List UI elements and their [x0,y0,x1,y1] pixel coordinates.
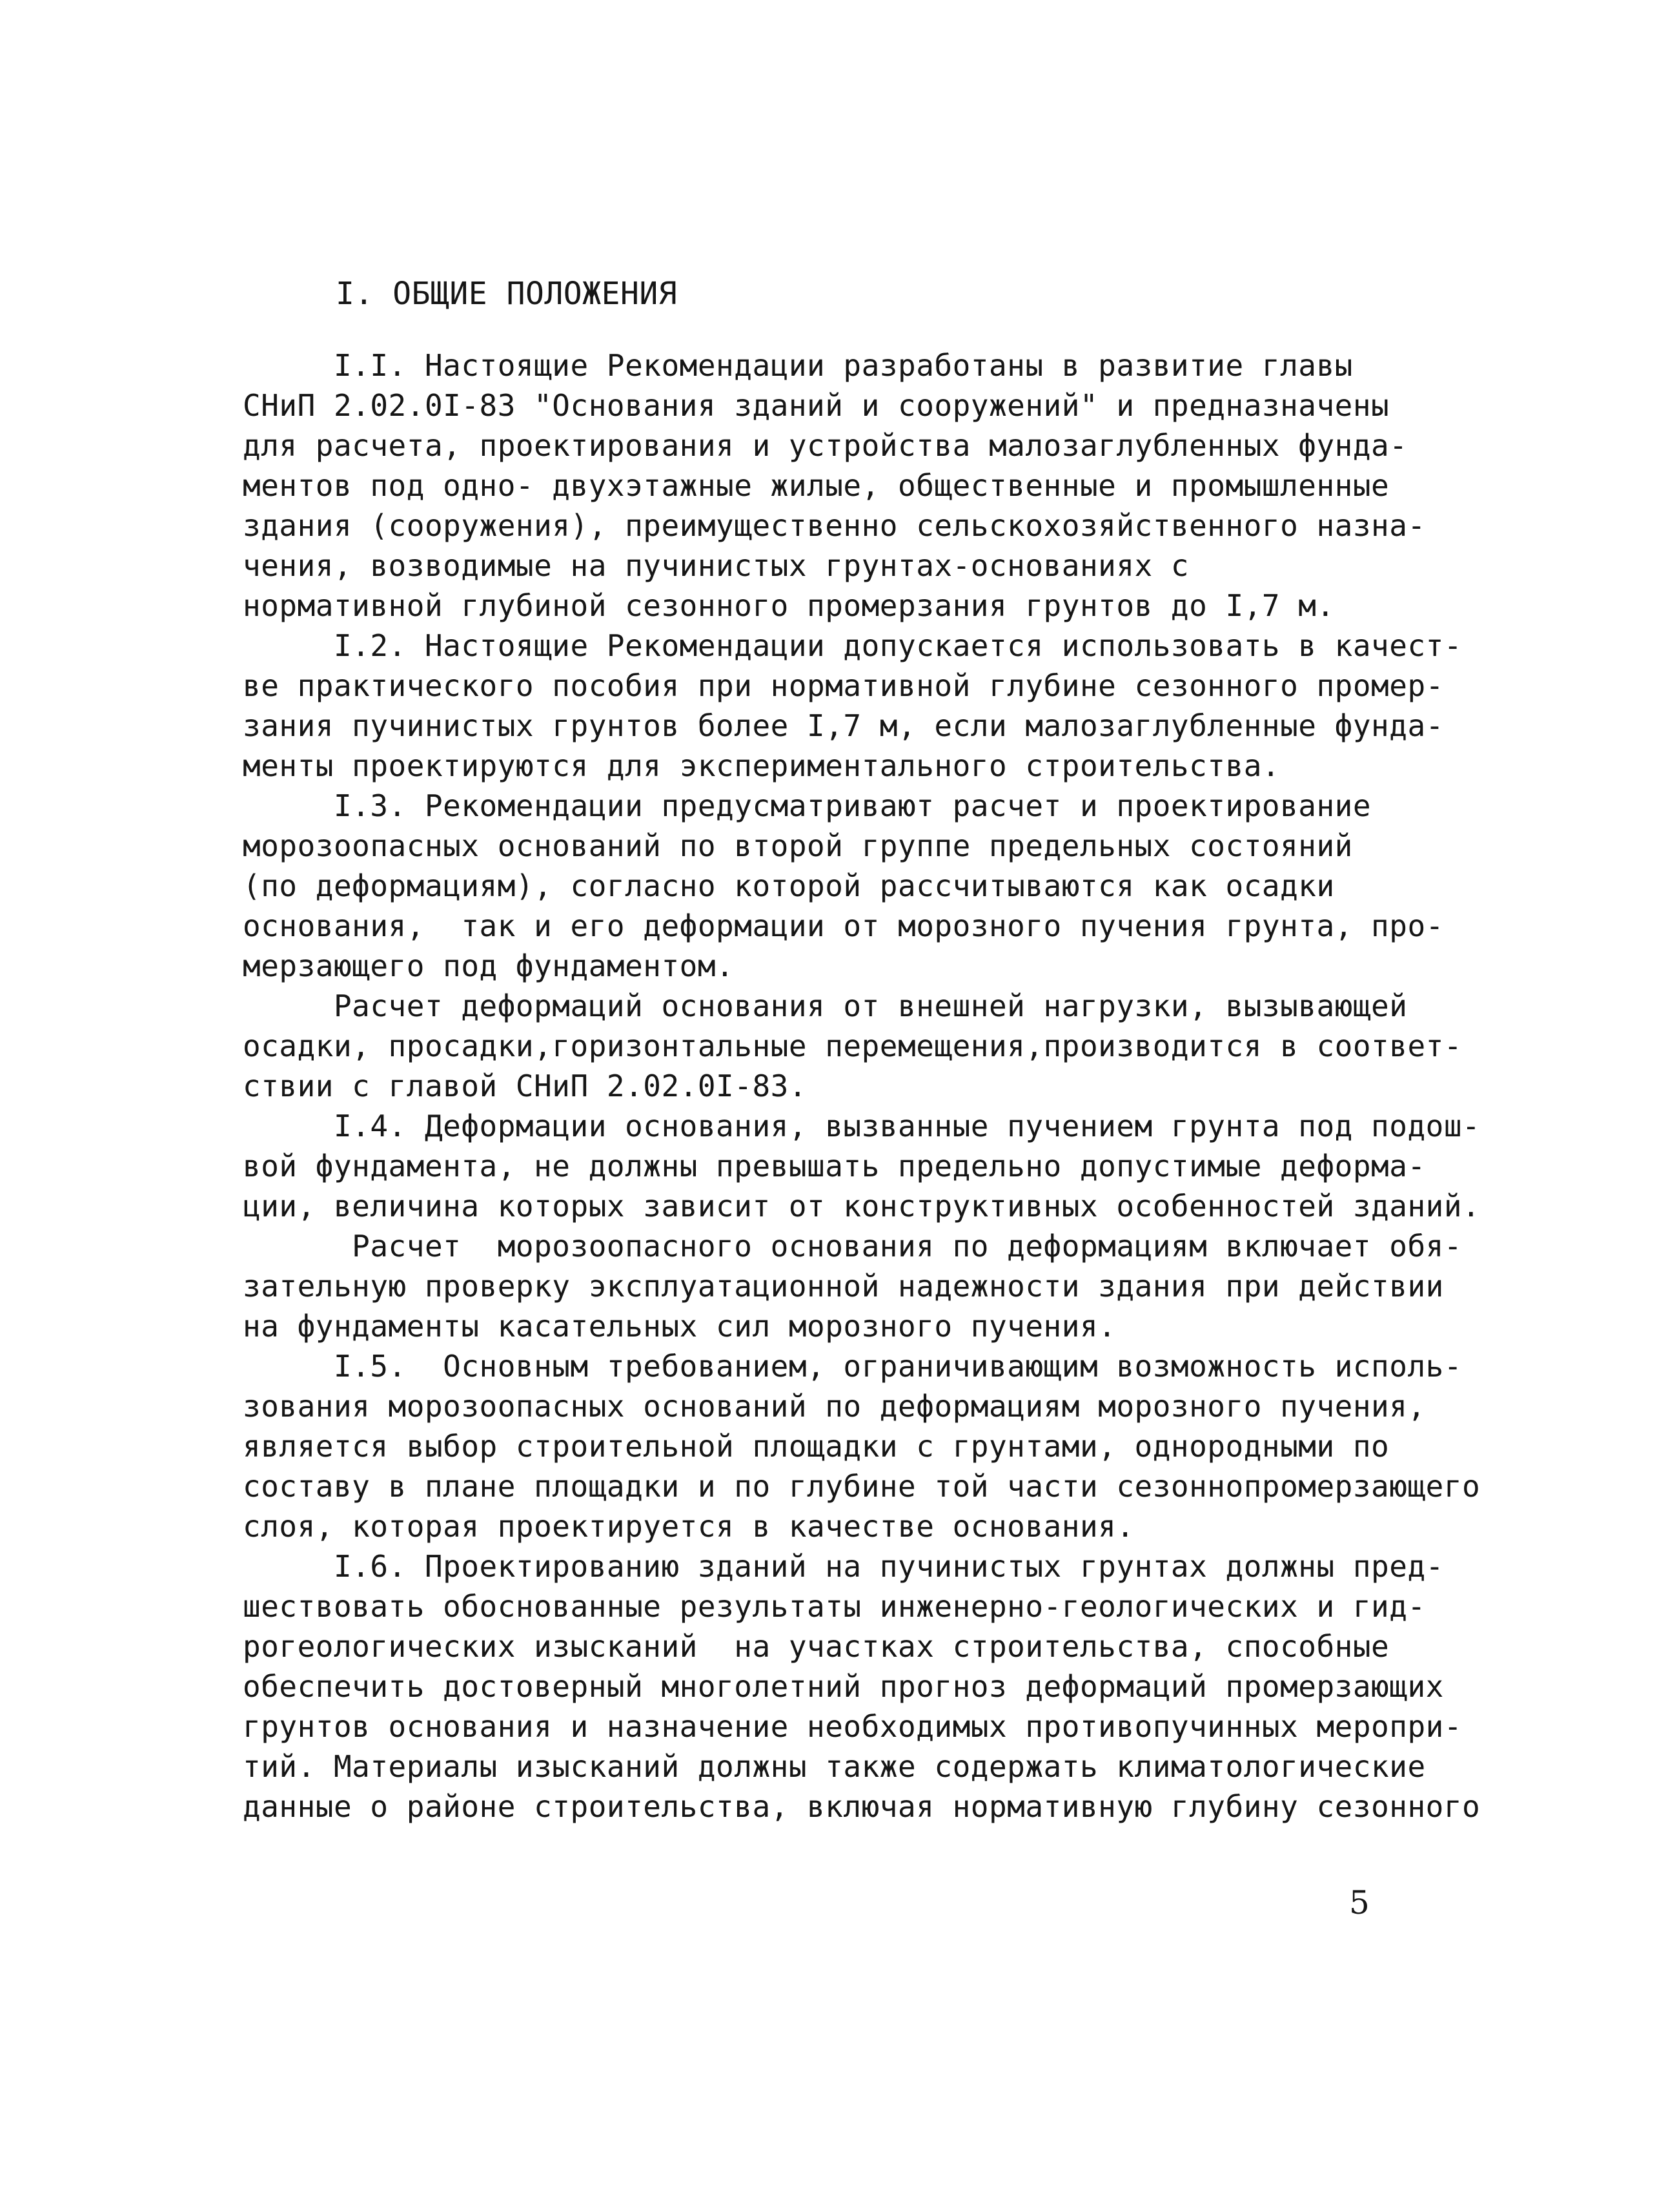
text-line: менты проектируются для экспериментального строительства. [243,748,1281,783]
text-line: ментов под одно- двухэтажные жилые, общественные и промышленные [243,468,1390,503]
text-line: данные о районе строительства, включая нормативную глубину сезонного [243,1789,1481,1824]
text-line: ве практического пособия при нормативной глубине сезонного промер- [243,668,1444,703]
text-line: ции, величина которых зависит от конструктивных особенностей зданий. [243,1189,1481,1224]
text-line: зования морозоопасных оснований по деформациям морозного пучения, [243,1389,1426,1424]
text-line: морозоопасных оснований по второй группе предельных состояний [243,828,1353,863]
text-line: осадки, просадки,горизонтальные перемещения,производится в соответ- [243,1029,1463,1063]
text-line: СНиП 2.02.0I-83 "Основания зданий и сооружений" и предназначены [243,388,1390,423]
text-line: слоя, которая проектируется в качестве основания. [243,1509,1135,1544]
text-line: для расчета, проектирования и устройства малозаглубленных фунда- [243,428,1408,463]
section-heading: I. ОБЩИЕ ПОЛОЖЕНИЯ [336,276,678,312]
text-line: рогеологических изысканий на участках строительства, способные [243,1629,1390,1664]
text-line: ствии с главой СНиП 2.02.0I-83. [243,1069,808,1103]
text-line: I.5. Основным требованием, ограничивающим возможность исполь- [243,1349,1463,1384]
text-line: вой фундамента, не должны превышать предельно допустимые деформа- [243,1149,1426,1183]
text-line: нормативной глубиной сезонного промерзания грунтов до I,7 м. [243,588,1335,623]
text-line: тий. Материалы изысканий должны также содержать климатологические [243,1749,1426,1784]
text-line: грунтов основания и назначение необходимых противопучинных меропри- [243,1709,1463,1744]
text-line: I.3. Рекомендации предусматривают расчет и проектирование [243,788,1372,823]
text-line: мерзающего под фундаментом. [243,948,735,983]
text-line: I.2. Настоящие Рекомендации допускается использовать в качест- [243,628,1463,663]
text-line: I.6. Проектированию зданий на пучинистых грунтах должны пред- [243,1549,1444,1584]
text-line: Расчет деформаций основания от внешней нагрузки, вызывающей [243,988,1408,1023]
text-line: основания, так и его деформации от морозного пучения грунта, про- [243,908,1444,943]
text-line: I.4. Деформации основания, вызванные пучением грунта под подош- [243,1109,1481,1143]
text-line: Расчет морозоопасного основания по деформациям включает обя- [243,1229,1463,1264]
text-line: здания (сооружения), преимущественно сельскохозяйственного назна- [243,508,1426,543]
page-number: 5 [1349,1884,1370,1921]
text-line: зания пучинистых грунтов более I,7 м, если малозаглубленные фунда- [243,708,1444,743]
text-line: зательную проверку эксплуатационной надежности здания при действии [243,1269,1444,1304]
text-line: является выбор строительной площадки с грунтами, однородными по [243,1429,1390,1464]
text-line: чения, возводимые на пучинистых грунтах-основаниях с [243,548,1190,583]
text-line: шествовать обоснованные результаты инженерно-геологических и гид- [243,1589,1426,1624]
text-line: составу в плане площадки и по глубине той части сезоннопромерзающего [243,1469,1481,1504]
text-line: (по деформациям), согласно которой рассчитываются как осадки [243,868,1335,903]
text-line: обеспечить достоверный многолетний прогноз деформаций промерзающих [243,1669,1444,1704]
text-line: I.I. Настоящие Рекомендации разработаны в развитие главы [243,348,1353,383]
text-line: на фундаменты касательных сил морозного пучения. [243,1309,1117,1344]
